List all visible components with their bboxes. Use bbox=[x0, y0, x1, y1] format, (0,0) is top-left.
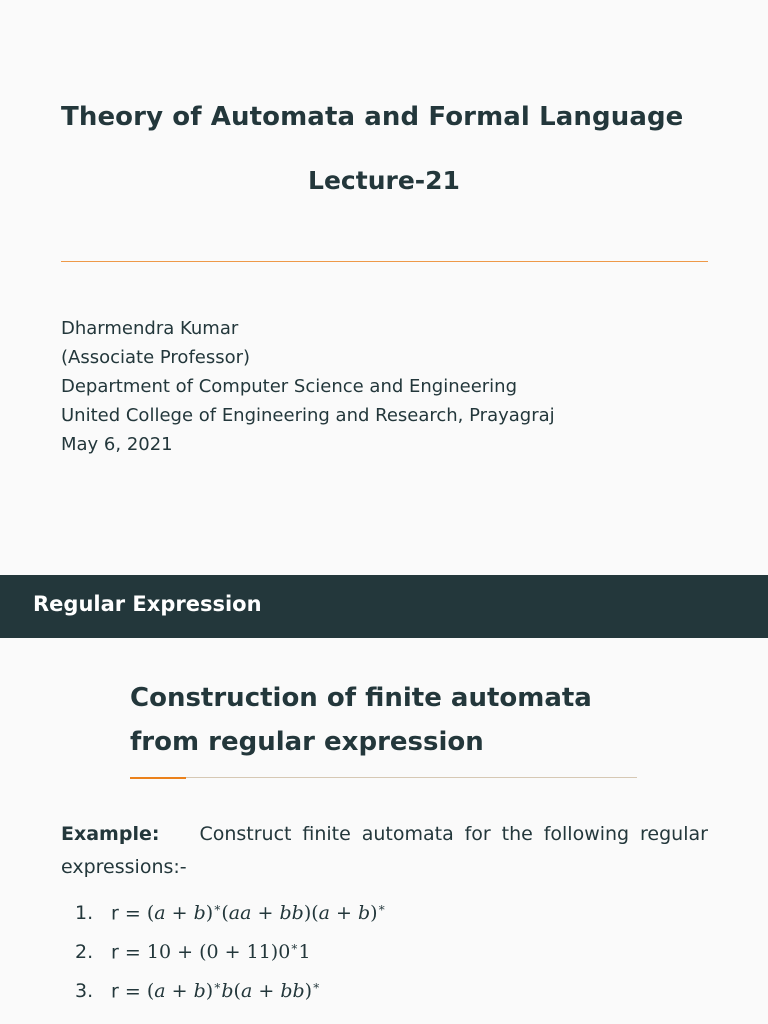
list-prefix: r = bbox=[111, 941, 147, 964]
list-item bbox=[75, 940, 386, 979]
frame-title: Regular Expression bbox=[33, 592, 262, 616]
author-name: Dharmendra Kumar bbox=[61, 318, 239, 339]
frame-title-bar bbox=[0, 575, 768, 638]
example-word: automata bbox=[361, 823, 454, 845]
example-word: following bbox=[543, 823, 630, 845]
list-prefix: r = bbox=[111, 902, 147, 925]
section-title-line1: Construction of finite automata bbox=[130, 683, 592, 713]
example-text-line2: expressions:- bbox=[61, 856, 187, 878]
example-label: Example: bbox=[61, 823, 160, 845]
author-position: (Associate Professor) bbox=[61, 347, 251, 368]
section-title bbox=[130, 676, 592, 764]
regex-expression bbox=[147, 902, 386, 924]
section-progress-track bbox=[130, 777, 637, 778]
author-institution: United College of Engineering and Research, Prayagraj bbox=[61, 405, 555, 426]
list-number: 2. bbox=[75, 941, 94, 964]
list-item bbox=[75, 979, 386, 1018]
example-text-line1 bbox=[199, 818, 708, 851]
example-block bbox=[61, 818, 708, 884]
list-prefix: r = bbox=[111, 980, 147, 1003]
author-block bbox=[61, 314, 555, 430]
presentation-title: Theory of Automata and Formal Language bbox=[61, 102, 684, 132]
expression-list bbox=[75, 901, 386, 1018]
regex-text: (a + b)∗(aa + bb)(a + b)∗ bbox=[146, 901, 386, 925]
title-separator bbox=[61, 261, 708, 262]
presentation-date: May 6, 2021 bbox=[61, 434, 173, 455]
list-item bbox=[75, 901, 386, 940]
example-word: the bbox=[501, 823, 533, 845]
regex-expression bbox=[147, 941, 311, 963]
regex-text: 10 + (0 + 11)0∗1 bbox=[146, 940, 311, 964]
section-progress-fill bbox=[130, 777, 186, 779]
list-number: 3. bbox=[75, 980, 94, 1003]
lecture-subtitle: Lecture-21 bbox=[308, 166, 460, 195]
author-department: Department of Computer Science and Engineering bbox=[61, 376, 518, 397]
section-title-line2: from regular expression bbox=[130, 727, 484, 757]
example-word: Construct bbox=[199, 823, 292, 845]
example-word: for bbox=[464, 823, 491, 845]
list-number: 1. bbox=[75, 902, 94, 925]
regex-text: (a + b)∗b(a + bb)∗ bbox=[146, 979, 321, 1003]
regex-expression bbox=[147, 980, 320, 1002]
example-word: finite bbox=[302, 823, 351, 845]
example-word: regular bbox=[640, 823, 708, 845]
